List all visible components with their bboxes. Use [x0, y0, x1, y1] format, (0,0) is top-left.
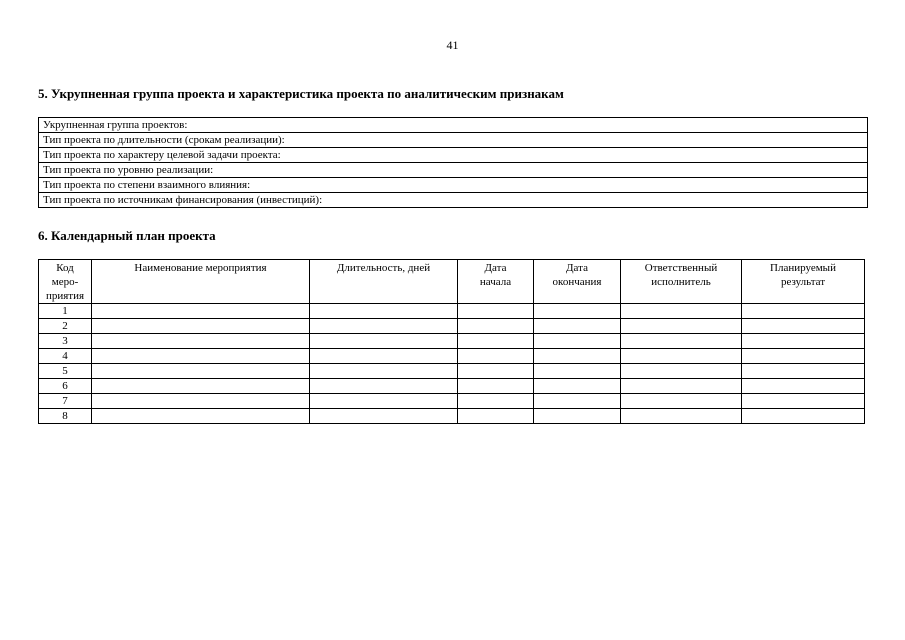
header-responsible — [621, 260, 742, 304]
empty-cell — [534, 394, 621, 409]
empty-cell — [458, 394, 534, 409]
empty-cell — [742, 379, 865, 394]
empty-cell — [621, 349, 742, 364]
calendar-row — [39, 364, 865, 379]
characteristic-label: Тип проекта по источникам финансирования (инвестиций): — [39, 193, 868, 208]
calendar-row — [39, 349, 865, 364]
empty-cell — [310, 394, 458, 409]
event-code-cell: 7 — [39, 394, 92, 409]
header-event-name — [92, 260, 310, 304]
header-planned-result — [742, 260, 865, 304]
calendar-header-row — [39, 260, 865, 304]
event-code-cell: 8 — [39, 409, 92, 424]
event-code-cell: 4 — [39, 349, 92, 364]
event-code-cell: 3 — [39, 334, 92, 349]
empty-cell — [742, 304, 865, 319]
empty-cell — [534, 379, 621, 394]
empty-cell — [742, 334, 865, 349]
calendar-plan-table — [38, 259, 865, 424]
header-text-line: Код — [56, 262, 74, 274]
empty-cell — [310, 364, 458, 379]
header-text-line: Длительность, дней — [336, 262, 431, 274]
header-text-line: исполнитель — [651, 276, 711, 288]
section-5-title: 5. Укрупненная группа проекта и характеристика проекта по аналитическим признакам — [38, 86, 564, 101]
empty-cell — [534, 364, 621, 379]
empty-cell — [310, 409, 458, 424]
project-characteristics-table — [38, 117, 868, 208]
empty-cell — [742, 409, 865, 424]
empty-cell — [534, 304, 621, 319]
characteristic-row — [39, 163, 868, 178]
empty-cell — [621, 394, 742, 409]
header-text-line: Планируемый — [770, 262, 836, 274]
characteristic-label: Тип проекта по длительности (срокам реализации): — [39, 133, 868, 148]
empty-cell — [742, 319, 865, 334]
empty-cell — [310, 319, 458, 334]
empty-cell — [621, 319, 742, 334]
empty-cell — [458, 304, 534, 319]
page-number: 41 — [446, 38, 459, 52]
empty-cell — [742, 349, 865, 364]
event-code-cell: 5 — [39, 364, 92, 379]
characteristic-label: Укрупненная группа проектов: — [39, 118, 868, 133]
event-code-cell: 2 — [39, 319, 92, 334]
characteristic-label: Тип проекта по степени взаимного влияния: — [39, 178, 868, 193]
header-start-date — [458, 260, 534, 304]
header-text-line: результат — [780, 276, 826, 288]
characteristic-row — [39, 193, 868, 208]
empty-cell — [92, 349, 310, 364]
empty-cell — [92, 364, 310, 379]
empty-cell — [621, 364, 742, 379]
empty-cell — [534, 319, 621, 334]
empty-cell — [310, 304, 458, 319]
empty-cell — [458, 334, 534, 349]
calendar-row — [39, 334, 865, 349]
calendar-row — [39, 304, 865, 319]
empty-cell — [458, 319, 534, 334]
empty-cell — [310, 379, 458, 394]
empty-cell — [458, 379, 534, 394]
empty-cell — [310, 349, 458, 364]
header-text-line: Ответственный — [644, 262, 718, 274]
calendar-row — [39, 409, 865, 424]
empty-cell — [742, 364, 865, 379]
empty-cell — [92, 319, 310, 334]
characteristic-row — [39, 148, 868, 163]
event-code-cell: 1 — [39, 304, 92, 319]
header-text-line: окончания — [552, 276, 602, 288]
header-text-line: Дата — [566, 262, 588, 274]
header-text-line: Дата — [484, 262, 507, 274]
empty-cell — [458, 364, 534, 379]
empty-cell — [621, 379, 742, 394]
header-text-line: меро- — [51, 276, 79, 288]
section-6-title: 6. Календарный план проекта — [38, 228, 216, 243]
empty-cell — [621, 409, 742, 424]
empty-cell — [534, 334, 621, 349]
event-code-cell: 6 — [39, 379, 92, 394]
characteristic-label: Тип проекта по характеру целевой задачи проекта: — [39, 148, 868, 163]
header-event-code — [39, 260, 92, 304]
characteristic-row — [39, 118, 868, 133]
empty-cell — [534, 409, 621, 424]
empty-cell — [92, 394, 310, 409]
characteristic-row — [39, 133, 868, 148]
empty-cell — [621, 304, 742, 319]
header-text-line: начала — [479, 276, 512, 288]
empty-cell — [92, 304, 310, 319]
empty-cell — [458, 409, 534, 424]
empty-cell — [742, 394, 865, 409]
calendar-row — [39, 319, 865, 334]
calendar-row — [39, 379, 865, 394]
empty-cell — [92, 409, 310, 424]
characteristic-row — [39, 178, 868, 193]
header-text-line: приятия — [45, 290, 85, 302]
empty-cell — [458, 349, 534, 364]
header-text-line: Наименование мероприятия — [134, 262, 267, 274]
header-end-date — [534, 260, 621, 304]
header-duration — [310, 260, 458, 304]
empty-cell — [534, 349, 621, 364]
empty-cell — [310, 334, 458, 349]
characteristic-label: Тип проекта по уровню реализации: — [39, 163, 868, 178]
empty-cell — [92, 334, 310, 349]
calendar-row — [39, 394, 865, 409]
empty-cell — [621, 334, 742, 349]
empty-cell — [92, 379, 310, 394]
